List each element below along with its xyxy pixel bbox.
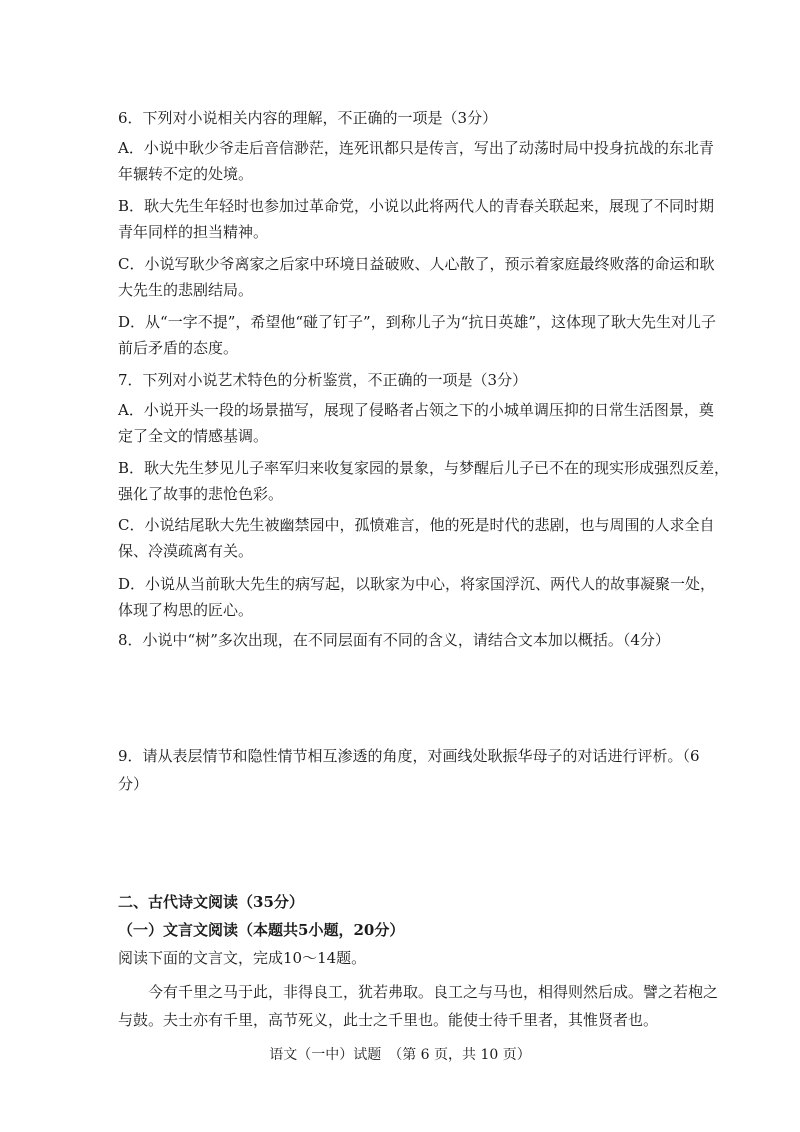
q6-option-b-line2: 青年同样的担当精神。 (118, 223, 269, 241)
q6-option-d-line2: 前后矛盾的态度。 (118, 339, 239, 357)
q6-stem: 6．下列对小说相关内容的理解，不正确的一项是（3分） (118, 109, 498, 127)
question-8: 8．小说中“树”多次出现，在不同层面有不同的含义，请结合文本加以概括。（4分） (118, 631, 670, 649)
q7-stem: 7．下列对小说艺术特色的分析鉴赏，不正确的一项是（3分） (118, 371, 528, 389)
section-2-title: 二、古代诗文阅读（35分） (118, 893, 304, 911)
section-2-subtitle: （一）文言文阅读（本题共5小题，20分） (118, 921, 405, 939)
passage-line1: 今有千里之马于此，非得良工，犹若弗取。良工之与马也，相得则然后成。譬之若枹之 (148, 983, 719, 1001)
q7-option-a-line2: 定了全文的情感基调。 (118, 427, 269, 445)
q7-option-a-line1: A．小说开头一段的场景描写，展现了侵略者占领之下的小城单调压抑的日常生活图景，奠 (118, 401, 714, 419)
q6-option-a-line1: A．小说中耿少爷走后音信渺茫，连死讯都只是传言，写出了动荡时局中投身抗战的东北青 (118, 139, 714, 157)
passage-line2: 与鼓。夫士亦有千里，高节死义，此士之千里也。能使士待千里者，其惟贤者也。 (118, 1011, 659, 1029)
q7-option-c-line2: 保、冷漠疏离有关。 (118, 542, 254, 560)
q6-option-b-line1: B．耿大先生年轻时也参加过革命党，小说以此将两代人的青春关联起来，展现了不同时期 (118, 197, 715, 215)
page-footer: 语文（一中）试题 （第 6 页，共 10 页） (269, 1047, 531, 1063)
q6-option-c-line1: C．小说写耿少爷离家之后家中环境日益破败、人心散了，预示着家庭最终败落的命运和耿 (118, 255, 715, 273)
q6-option-d-line1: D．从“一字不提”，希望他“碰了钉子”，到称儿子为“抗日英雄”，这体现了耿大先生对儿子 (118, 313, 717, 331)
q7-option-b-line1: B．耿大先生梦见儿子率军归来收复家园的景象，与梦醒后儿子已不在的现实形成强烈反差， (118, 459, 730, 477)
q7-option-c-line1: C．小说结尾耿大先生被幽禁园中，孤愤难言，他的死是时代的悲剧，也与周围的人求全自 (118, 516, 715, 534)
q7-option-d-line2: 体现了构思的匠心。 (118, 601, 254, 619)
q7-option-d-line1: D．小说从当前耿大先生的病写起，以耿家为中心，将家国浮沉、两代人的故事凝聚一处， (118, 575, 716, 593)
q9-line2: 分） (118, 775, 149, 793)
section-2-instruction: 阅读下面的文言文，完成10～14题。 (118, 949, 367, 967)
q6-option-c-line2: 大先生的悲剧结局。 (118, 281, 254, 299)
q6-option-a-line2: 年辗转不定的处境。 (118, 165, 254, 183)
q7-option-b-line2: 强化了故事的悲怆色彩。 (118, 485, 284, 503)
q9-line1: 9．请从表层情节和隐性情节相互渗透的角度，对画线处耿振华母子的对话进行评析。（6 (118, 747, 700, 765)
